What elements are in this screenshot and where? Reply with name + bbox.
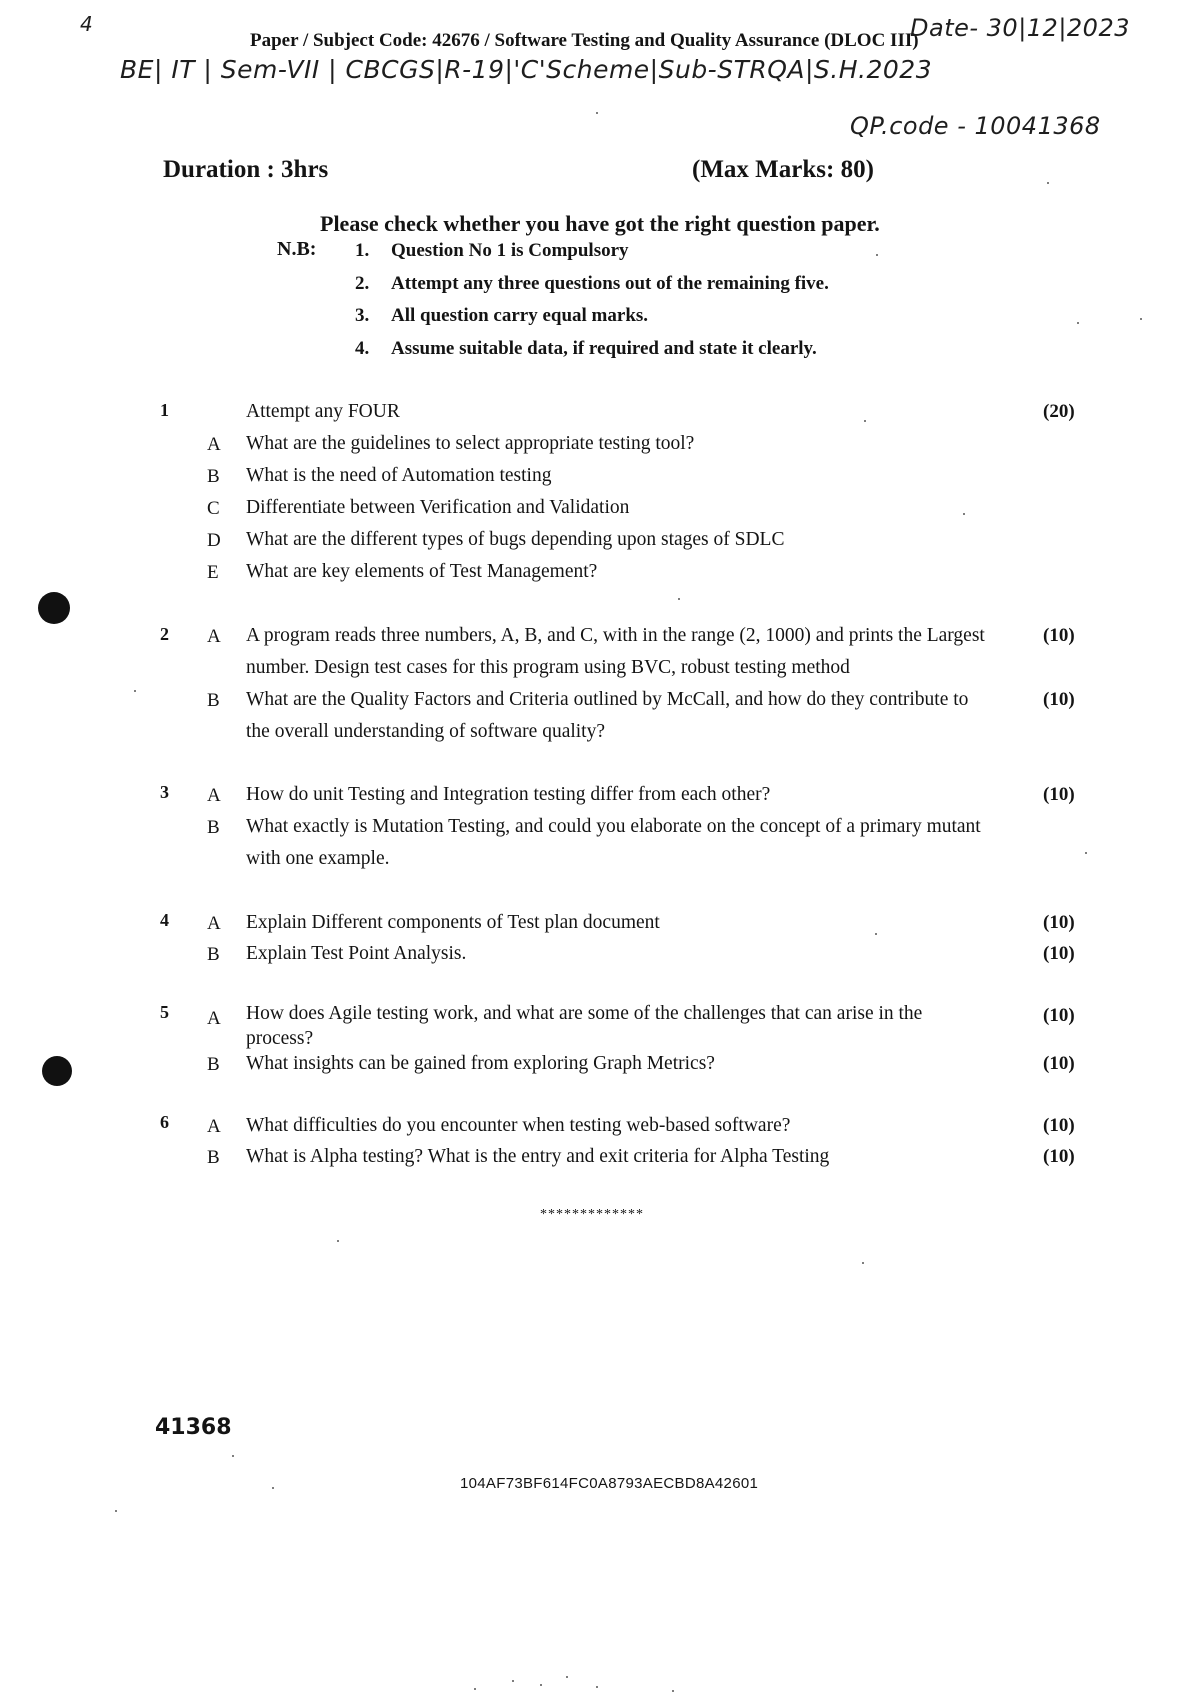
part-marks: (10) [1043, 1146, 1075, 1167]
part-letter: D [207, 530, 221, 551]
part-text-continued: process? [246, 1028, 314, 1049]
scan-speck [1140, 318, 1142, 320]
question-number: 3 [160, 782, 169, 802]
instruction-item: 1. Question No 1 is Compulsory [355, 240, 629, 261]
question-marks: (20) [1043, 401, 1075, 422]
scan-speck [566, 1676, 568, 1678]
part-letter: B [207, 1054, 220, 1075]
scan-speck [596, 112, 598, 114]
nb-label: N.B: [277, 238, 317, 260]
scan-speck [134, 690, 136, 692]
scan-speck [678, 598, 680, 600]
scan-speck [512, 1680, 514, 1682]
subject-code-line: Paper / Subject Code: 42676 / Software Testing and Quality Assurance (DLOC III) [250, 30, 919, 51]
end-marker: ************* [540, 1207, 644, 1222]
question-number: 6 [160, 1112, 169, 1132]
part-text-continued: with one example. [246, 848, 390, 869]
scan-speck [1077, 322, 1079, 324]
part-letter: B [207, 944, 220, 965]
max-marks: (Max Marks: 80) [692, 156, 874, 183]
part-letter: A [207, 434, 221, 455]
scan-speck [540, 1684, 542, 1686]
handwritten-qp-code: QP.code - 10041368 [850, 112, 1101, 140]
corner-mark: 4 [80, 12, 94, 36]
part-text: How does Agile testing work, and what are some of the challenges that can arise in the [246, 1003, 923, 1024]
part-text: What are the different types of bugs depending upon stages of SDLC [246, 529, 785, 550]
part-marks: (10) [1043, 784, 1075, 805]
part-text-continued: the overall understanding of software quality? [246, 721, 606, 742]
question-instruction: Attempt any FOUR [246, 401, 400, 422]
part-text: What is the need of Automation testing [246, 465, 552, 486]
part-letter: E [207, 562, 219, 583]
part-text: Differentiate between Verification and Validation [246, 497, 630, 518]
scan-speck [875, 933, 877, 935]
duration: Duration : 3hrs [163, 156, 329, 183]
question-number: 1 [160, 400, 169, 420]
scan-speck [963, 513, 965, 515]
part-marks: (10) [1043, 1115, 1075, 1136]
question-number: 5 [160, 1002, 169, 1022]
scan-speck [876, 254, 878, 256]
scan-speck [1085, 852, 1087, 854]
question-number: 2 [160, 624, 169, 644]
part-marks: (10) [1043, 943, 1075, 964]
scan-speck [272, 1487, 274, 1489]
part-text-continued: number. Design test cases for this program using BVC, robust testing method [246, 657, 850, 678]
part-letter: B [207, 690, 220, 711]
part-text: Explain Different components of Test plan document [246, 912, 660, 933]
scan-speck [115, 1510, 117, 1512]
question-number: 4 [160, 910, 169, 930]
part-marks: (10) [1043, 912, 1075, 933]
scan-speck [596, 1686, 598, 1688]
scan-speck [474, 1688, 476, 1690]
handwritten-date: Date- 30|12|2023 [910, 14, 1130, 42]
part-text: What are key elements of Test Management? [246, 561, 598, 582]
part-letter: A [207, 785, 221, 806]
scan-speck [337, 1240, 339, 1242]
part-text: What insights can be gained from exploring Graph Metrics? [246, 1053, 715, 1074]
check-notice: Please check whether you have got the right question paper. [320, 211, 880, 236]
scan-speck [862, 1262, 864, 1264]
part-text: What is Alpha testing? What is the entry and exit criteria for Alpha Testing [246, 1146, 830, 1167]
part-text: What exactly is Mutation Testing, and could you elaborate on the concept of a primary mutant [246, 816, 981, 837]
part-text: What are the guidelines to select appropriate testing tool? [246, 433, 695, 454]
part-letter: C [207, 498, 220, 519]
part-marks: (10) [1043, 1053, 1075, 1074]
part-text: What difficulties do you encounter when testing web-based software? [246, 1115, 791, 1136]
part-letter: B [207, 1147, 220, 1168]
instruction-item: 2. Attempt any three questions out of the remaining five. [355, 273, 829, 294]
part-letter: B [207, 466, 220, 487]
scan-speck [864, 420, 866, 422]
part-letter: A [207, 913, 221, 934]
scan-speck [672, 1690, 674, 1692]
part-letter: A [207, 1116, 221, 1137]
part-letter: A [207, 626, 221, 647]
part-text: A program reads three numbers, A, B, and C, with in the range (2, 1000) and prints the Largest [246, 625, 985, 646]
paper-hash-code: 104AF73BF614FC0A8793AECBD8A42601 [460, 1475, 759, 1492]
part-text: Explain Test Point Analysis. [246, 943, 467, 964]
instruction-item: 4. Assume suitable data, if required and state it clearly. [355, 338, 817, 359]
part-marks: (10) [1043, 689, 1075, 710]
scan-speck [1047, 182, 1049, 184]
part-marks: (10) [1043, 625, 1075, 646]
paper-id: 41368 [155, 1415, 232, 1440]
part-text: How do unit Testing and Integration testing differ from each other? [246, 784, 771, 805]
part-letter: B [207, 817, 220, 838]
scan-speck [232, 1455, 234, 1457]
part-letter: A [207, 1008, 221, 1029]
handwritten-course-line: BE| IT | Sem-VII | CBCGS|R-19|'C'Scheme|Sub-STRQA|S.H.2023 [120, 55, 933, 84]
part-marks: (10) [1043, 1005, 1075, 1026]
punch-hole [38, 592, 70, 624]
instruction-item: 3. All question carry equal marks. [355, 305, 649, 326]
punch-hole [42, 1056, 72, 1086]
part-text: What are the Quality Factors and Criteria outlined by McCall, and how do they contribute to [246, 689, 969, 710]
